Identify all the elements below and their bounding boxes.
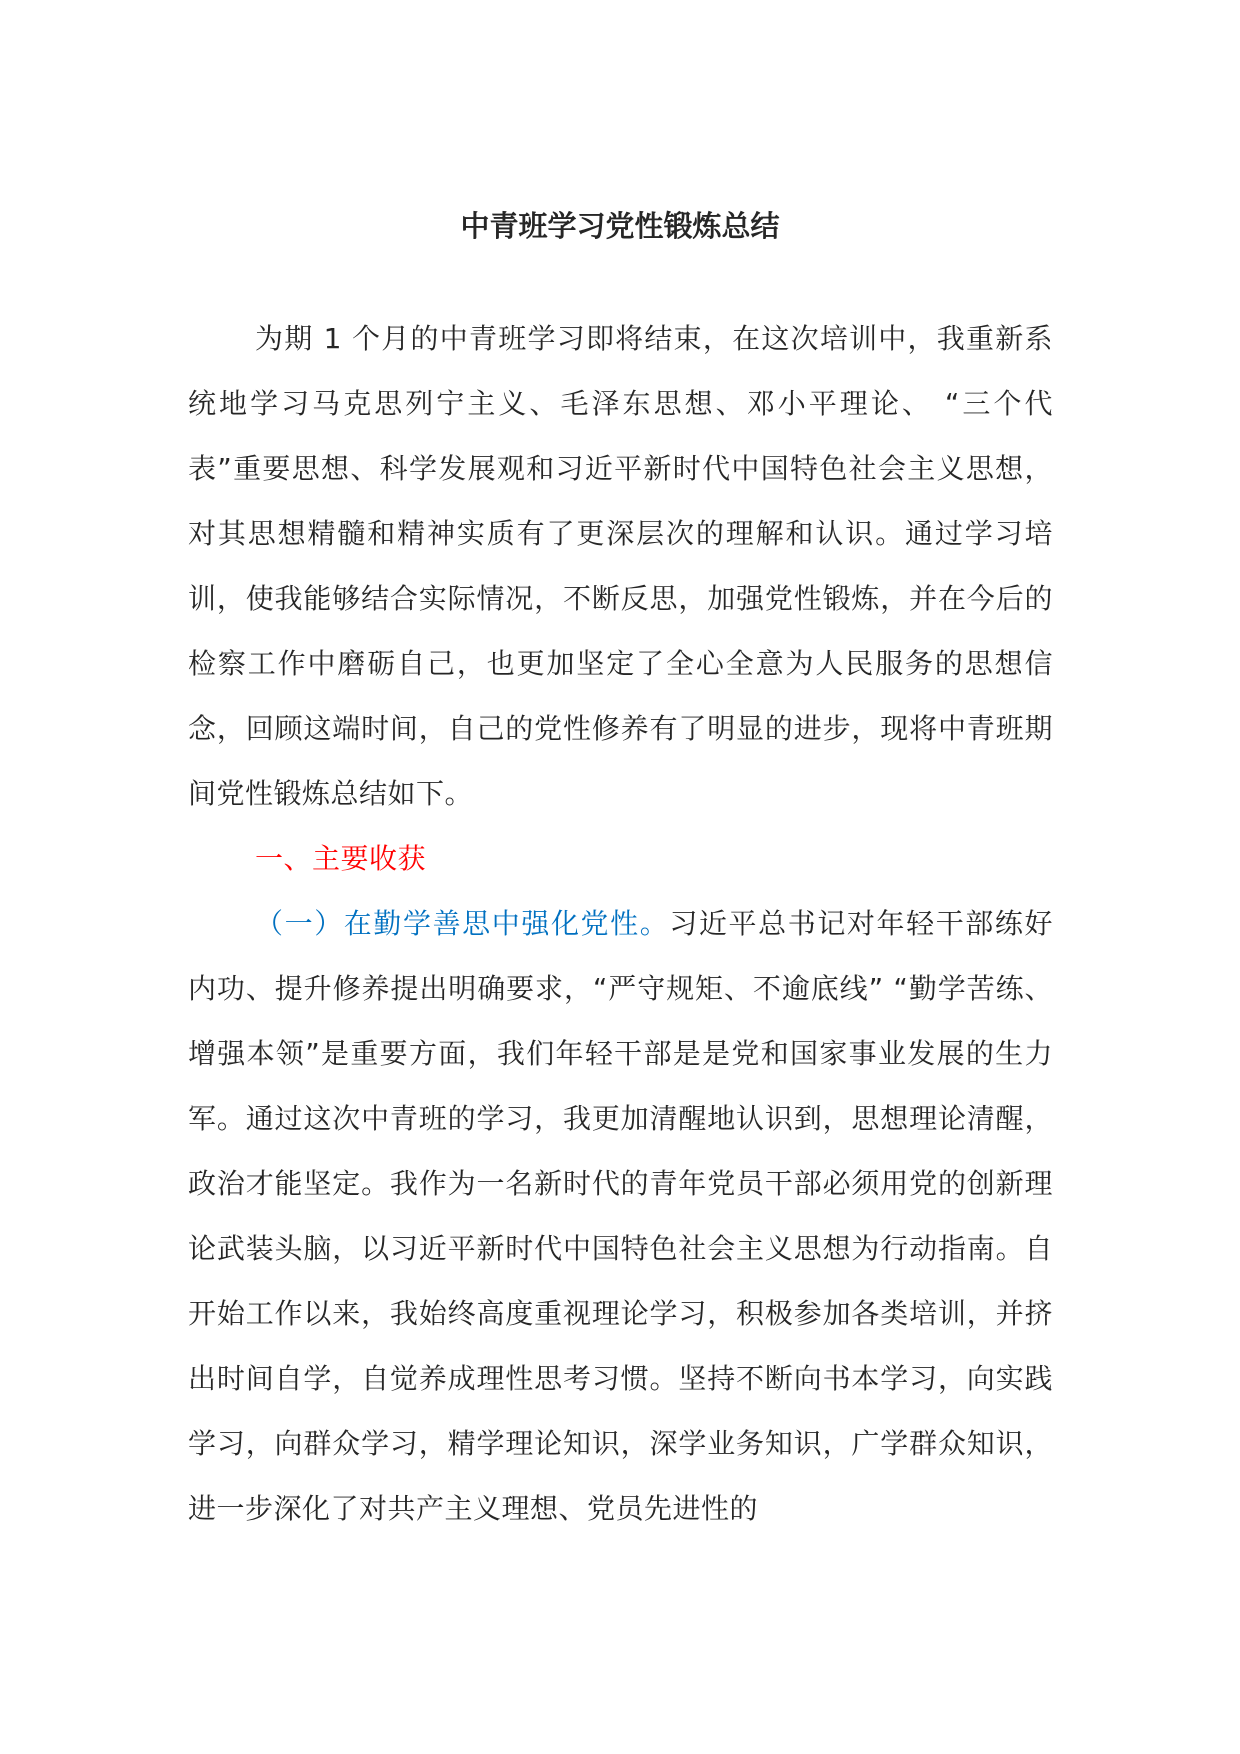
- subsection-paragraph: [188, 891, 1053, 1541]
- subsection-text: 习近平总书记对年轻干部练好内功、提升修养提出明确要求，“严守规矩、不逾底线” “勤学苦练、增强本领”是重要方面，我们年轻干部是是党和国家事业发展的生力军。通过这次中青班的学习，我更加清醒地认识到，思想理论清醒，政治才能坚定。我作为一名新时代的青年党员干部必须用党的创新理论武装头脑，以习近平新时代中国特色社会主义思想为行动指南。自开始工作以来，我始终高度重视理论学习，积极参加各类培训，并挤出时间自学，自觉养成理性思考习惯。坚持不断向书本学习，向实践学习，向群众学习，精学理论知识，深学业务知识，广学群众知识，进一步深化了对共产主义理想、党员先进性的: [188, 907, 1053, 1525]
- intro-paragraph: 为期 1 个月的中青班学习即将结束，在这次培训中，我重新系统地学习马克思列宁主义、毛泽东思想、邓小平理论、 “三个代表”重要思想、科学发展观和习近平新时代中国特色社会主义思想，对其思想精髓和精神实质有了更深层次的理解和认识。通过学习培训，使我能够结合实际情况，不断反思，加强党性锻炼，并在今后的检察工作中磨砺自己，也更加坚定了全心全意为人民服务的思想信念，回顾这端时间，自己的党性修养有了明显的进步，现将中青班期间党性锻炼总结如下。: [188, 322, 1053, 810]
- section-heading-main-gains: 一、主要收获: [255, 842, 427, 875]
- document-title: 中青班学习党性锻炼总结: [460, 209, 780, 243]
- document-body: [188, 306, 1053, 1541]
- subsection-heading: （一）在勤学善思中强化党性。: [255, 907, 670, 940]
